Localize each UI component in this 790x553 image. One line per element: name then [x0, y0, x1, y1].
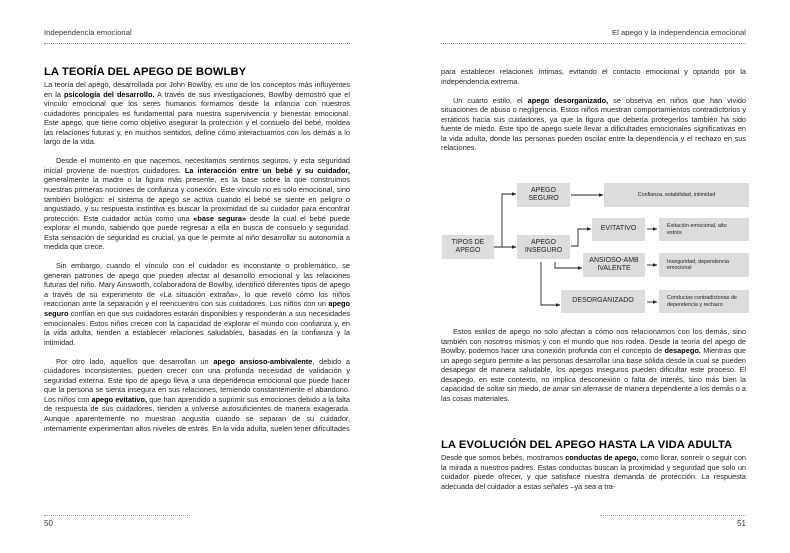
right-page: [395, 0, 790, 553]
body-text-mid: [441, 327, 746, 403]
text-run: confían en que sus cuidadores estarán disponibles y responderán a sus necesidades emocionales. Estos niños crecen con la capacidad de explorar el mundo con confianza y, en la vida adulta, tienden a establecer relaciones saludables, basadas en la confianza y la intimidad.: [44, 309, 350, 347]
text-run: , debido a cuidadores inconsistentes, pueden crecer con una profunda necesidad de validación y seguridad externa. Este tipo de apego lleva a una dependencia emocional que puede hacer que la persona se sienta insegura en sus relaciones, temiendo constantemente el abandono. Los niños con: [44, 356, 350, 404]
section-heading: LA EVOLUCIÓN DEL APEGO HASTA LA VIDA ADULTA: [441, 439, 733, 451]
text-run: como llorar, sonreír o seguir con la mirada a nuestros padres. Estas conductas buscan la proximidad y seguridad que solo un cuidador puede ofrecer, y que satisface nuestra demanda de protección. La respuesta adecuada del cuidador a estas señales –ya sea a tra-: [441, 453, 746, 491]
text-run: Desde que somos bebés, mostramos: [441, 453, 566, 462]
node-avoidant-result: [659, 218, 749, 241]
text-run: Un cuarto estilo, el: [453, 95, 528, 105]
text-run: Por otro lado, aquellos que desarrollan un: [56, 356, 214, 366]
node-label: Confianza, estabilidad, intimidad: [637, 191, 716, 198]
node-label: TIPOS DE APEGO: [451, 238, 485, 254]
footer-divider: [44, 515, 190, 516]
body-text-bottom: [441, 453, 746, 491]
body-text: [44, 80, 350, 433]
paragraph: [44, 357, 350, 433]
text-run: que han aprendido a suprimir sus emociones debido a la falta de respuesta de sus cuidadores, tienden a volverse autosuficientes de manera exagerada. Aunque aparentemente no muestran angustia cuando se separan de su cuidador, internamente experimentan altos niveles de estrés. En la vida adulta, suelen tener dificultades: [44, 394, 350, 433]
connector-insecure-anxious: [555, 262, 582, 268]
node-label: Inseguridad, dependencia emocional: [667, 258, 730, 271]
text-run: Estos estilos de apego no solo afectan a cómo nos relacionamos con los demás, sino también con nosotros mismos y con el mundo que nos rodea. Desde la teoría del apego de Bowlby, podemos hacer una conexión profunda con el concepto de: [441, 327, 746, 356]
node-avoidant: [592, 218, 645, 241]
header-divider: [44, 43, 350, 44]
paragraph: [441, 327, 746, 403]
paragraph: [44, 80, 350, 147]
text-run: se observa en niños que han vivido situaciones de abuso o negligencia. Estos niños muestran comportamientos contradictorios y erráticos hacia sus cuidadores, ya que la figura que debería protegerlos también ha sido fuente de miedo. Este tipo de apego suele llevar a dificultades emocionales significativas en la vida adulta, donde las personas pueden oscilar entre la dependencia y el rechazo en sus relaciones.: [441, 95, 746, 153]
emphasized-term: psicología del desarrollo.: [63, 89, 155, 99]
node-label: Conductas contradictorias de dependencia y rechazo: [667, 295, 737, 308]
emphasized-term: La interacción entre un bebé y su cuidador,: [184, 165, 350, 175]
node-anxious: [583, 253, 645, 277]
emphasized-term: apego seguro: [44, 299, 350, 319]
emphasized-term: apego desorganizado,: [527, 95, 609, 105]
node-disorganized-result: [659, 290, 749, 313]
node-secure: [517, 183, 570, 207]
node-label: DESORGANIZADO: [572, 297, 634, 305]
text-run: La teoría del apego, desarrollada por John Bowlby, es uno de los conceptos más influyentes en la: [44, 80, 350, 99]
node-label: Evitación emocional, alto estrés: [667, 223, 727, 236]
node-root: [442, 235, 494, 259]
node-anxious-result: [659, 253, 749, 277]
text-run: generalmente la madre o la figura más presente, es la base sobre la que construimos nuestras primeras nociones de confianza y conexión. Este vínculo no es solo emocional, sino también biológico: el sistema de apego se activa cuando el bebé se siente en peligro o angustiado, y su respuesta instintiva es buscar la proximidad de su cuidador para encontrar protección. Este cuidador actúa como una: [44, 175, 350, 223]
text-run: Sin embargo, cuando el vínculo con el cuidador es inconstante o problemático, se generan patrones de apego que pueden afectar al desarrollo emocional y las relaciones futuras del niño. Mary Ainsworth, colaboradora de Bowlby, identificó diferentes tipos de apego a través de su experimento de «La situación extraña», lo que reveló cómo los niños reaccionan ante la separación y el reencuentro con sus cuidadores. Los niños con un: [44, 261, 350, 309]
section-heading: LA TEORÍA DEL APEGO DE BOWLBY: [44, 66, 247, 78]
node-disorganized: [561, 290, 645, 313]
node-label: APEGO INSEGURO: [524, 238, 563, 254]
node-label: ANSIOSO-AMBIVALENTE: [589, 256, 639, 272]
text-run: Desde el momento en que nacemos, necesitamos sentirnos seguros, y esta seguridad inicial proviene de nuestros cuidadores.: [44, 156, 350, 175]
paragraph: [44, 156, 350, 251]
text-run: para establecer relaciones íntimas, evitando el contacto emocional y optando por la independencia extrema.: [441, 67, 746, 86]
text-run: Mientras que un apego seguro permite a las personas desarrollar una base sólida desde la cual se pueden desapegar de manera saludable, los apegos inseguros pueden dificultar este proceso. El desapego, en este contexto, no implica desconexión o falta de interés, sino más bien la capacidad de soltar sin miedo, de amar sin aferrarse de manera dependiente a los demás o a las cosas materiales.: [441, 346, 746, 403]
page-number: 50: [44, 519, 53, 528]
text-run: desde la cual el bebé puede explorar el mundo, sabiendo que puede regresar a ella en busca de consuelo y seguridad. Esta sensación de seguridad es crucial, ya que le permite al niño desarrollar su autonomía a medida que crece.: [44, 213, 350, 252]
node-insecure: [517, 235, 570, 259]
running-head: Independencia emocional: [44, 28, 132, 37]
emphasized-term: conductas de apego,: [565, 453, 639, 462]
emphasized-term: «base segura»: [193, 213, 246, 223]
connector-insecure-avoidant: [571, 229, 591, 246]
node-label: EVITATIVO: [600, 225, 637, 233]
footer-divider: [600, 515, 746, 516]
running-head: El apego y la independencia emocional: [612, 28, 746, 37]
paragraph: [441, 453, 746, 491]
node-label: APEGO SEGURO: [528, 186, 559, 202]
connector-root-secure: [494, 194, 516, 247]
paragraph: [44, 261, 350, 347]
emphasized-term: apego evitativo,: [91, 394, 148, 404]
emphasized-term: desapego.: [664, 346, 701, 356]
emphasized-term: apego ansioso-ambivalente: [213, 356, 313, 366]
node-secure-result: [604, 183, 749, 207]
page-number: 51: [737, 519, 746, 528]
text-run: A través de sus investigaciones, Bowlby demostró que el vínculo emocional que los seres humanos formamos desde la infancia con nuestros cuidadores principales es fundamental para nuestra supervivencia y bienestar emocional. Este apego, que tiene como objetivo asegurar la protección y el consuelo del bebé, moldea las relaciones futuras y, en muchos sentidos, define cómo interactuamos con los demás a lo largo de la vida.: [44, 89, 350, 147]
